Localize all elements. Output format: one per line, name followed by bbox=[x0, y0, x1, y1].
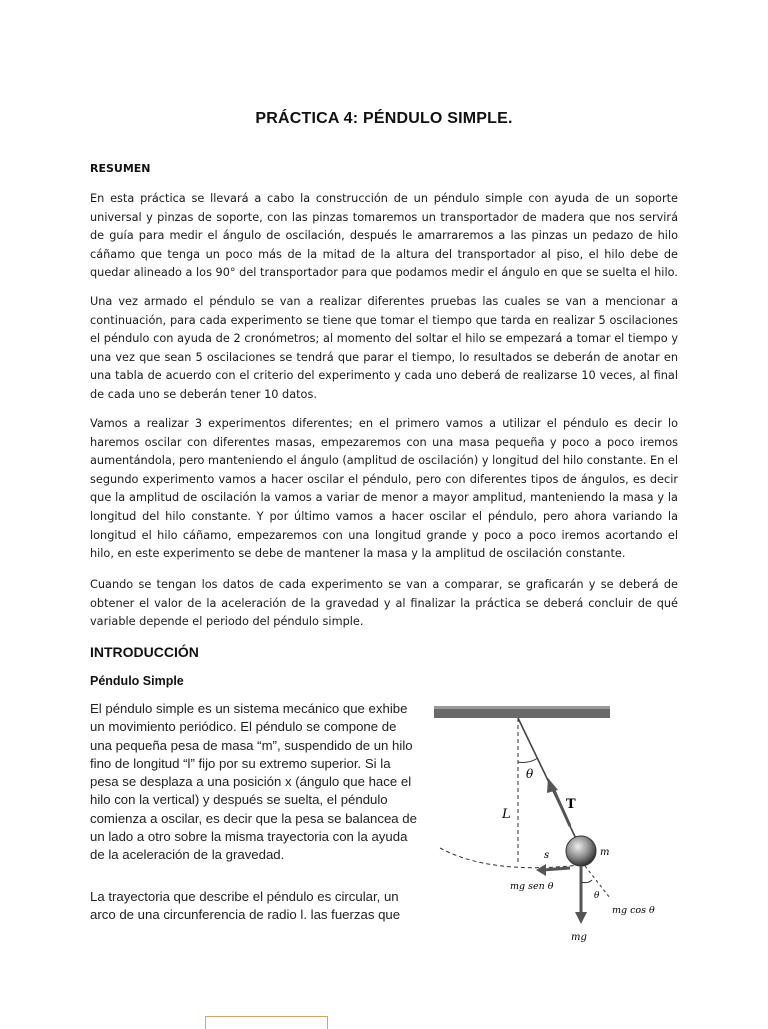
label-theta-top: θ bbox=[526, 767, 534, 781]
page-title: PRÁCTICA 4: PÉNDULO SIMPLE. bbox=[255, 110, 513, 127]
label-mg-cos: mg cos θ bbox=[612, 905, 655, 916]
trajectory-arc bbox=[440, 848, 580, 868]
angle-arc-top bbox=[518, 758, 538, 763]
intro-paragraph-2: La trayectoria que describe el péndulo es circular, un arco de una circunferencia de radio l. las fuerzas que bbox=[90, 889, 401, 923]
label-tension: T bbox=[566, 797, 576, 812]
tangential-force-arrow bbox=[543, 868, 570, 870]
label-theta-bottom: θ bbox=[594, 891, 600, 901]
label-mass: m bbox=[600, 847, 610, 858]
resumen-paragraph-1: En esta práctica se llevará a cabo la construcción de un péndulo simple con ayuda de un soporte universal y pinzas de soporte, con las pinzas tomaremos un transportador de madera que nos servirá de guía para medir el ángulo de oscilación, después le amarraremos a las pinzas un pedazo de hilo cáñamo que tenga un poco más de la mitad de la altura del transportador al piso, el hilo debe de quedar alineado a los 90° del transportador para que podamos medir el ángulo en que se suelta el hilo. bbox=[90, 192, 678, 280]
label-mg-sen: mg sen θ bbox=[510, 881, 554, 892]
pendulum-figure bbox=[430, 700, 680, 950]
pendulum-diagram bbox=[430, 700, 680, 950]
resumen-heading: RESUMEN bbox=[90, 162, 151, 175]
resumen-paragraph-3: Vamos a realizar 3 experimentos diferentes; en el primero vamos a utilizar el péndulo es decir lo haremos oscilar con diferentes masas, empezaremos con una masa pequeña y poco a poco iremos aumentándola, pero manteniendo el ángulo (amplitud de oscilación) y longitud del hilo constante. En el segundo experimento vamos a hacer oscilar el péndulo, pero con diferentes tipos de ángulos, es decir que la amplitud de oscilación la vamos a variar de menor a mayor amplitud, manteniendo la masa y la longitud del hilo constante. Y por último vamos a hacer oscilar el péndulo, pero ahora variando la longitud el hilo cáñamo, empezaremos con una longitud grande y poco a poco iremos acortando el hilo, en este experimento se debe de mantener la masa y la amplitud de oscilación constante. bbox=[90, 417, 678, 561]
footer-box bbox=[205, 1016, 328, 1029]
intro-paragraph-1: El péndulo simple es un sistema mecánico que exhibe un movimiento periódico. El péndulo se compone de una pequeña pesa de masa “m”, suspendido de un hilo fino de longitud “l” fijo por su extremo superior. Si la pesa se desplaza a una posición x (ángulo que hace el hilo con la vertical) y después se suelta, el péndulo comienza a oscilar, es decir que la pesa se balancea de un lado a otro sobre la misma trayectoria con la ayuda de la aceleración de la gravedad. bbox=[90, 701, 417, 863]
pendulum-bob bbox=[566, 836, 596, 866]
resumen-paragraph-4: Cuando se tengan los datos de cada experimento se van a comparar, se graficarán y se deberá de obtener el valor de la aceleración de la gravedad y al finalizar la práctica se deberá concluir de qué variable depende el periodo del péndulo simple. bbox=[90, 578, 678, 629]
resumen-paragraph-2: Una vez armado el péndulo se van a realizar diferentes pruebas las cuales se van a mencionar a continuación, para cada experimento se tiene que tomar el tiempo que tarda en realizar 5 oscilaciones el péndulo con ayuda de 2 cronómetros; al momento del soltar el hilo se empezará a tomar el tiempo y una vez que sean 5 oscilaciones se tendrá que parar el tiempo, lo resultados se deberán de anotar en una tabla de acuerdo con el criterio del experimento y cada uno deberá de realizarse 10 veces, al final de cada uno se deberán tener 10 datos. bbox=[90, 295, 678, 401]
label-arc-length: s bbox=[544, 850, 550, 861]
intro-heading: INTRODUCCIÓN bbox=[90, 644, 199, 660]
subsection-heading: Péndulo Simple bbox=[90, 674, 184, 688]
label-length: L bbox=[502, 807, 511, 822]
label-weight: mg bbox=[571, 932, 587, 943]
